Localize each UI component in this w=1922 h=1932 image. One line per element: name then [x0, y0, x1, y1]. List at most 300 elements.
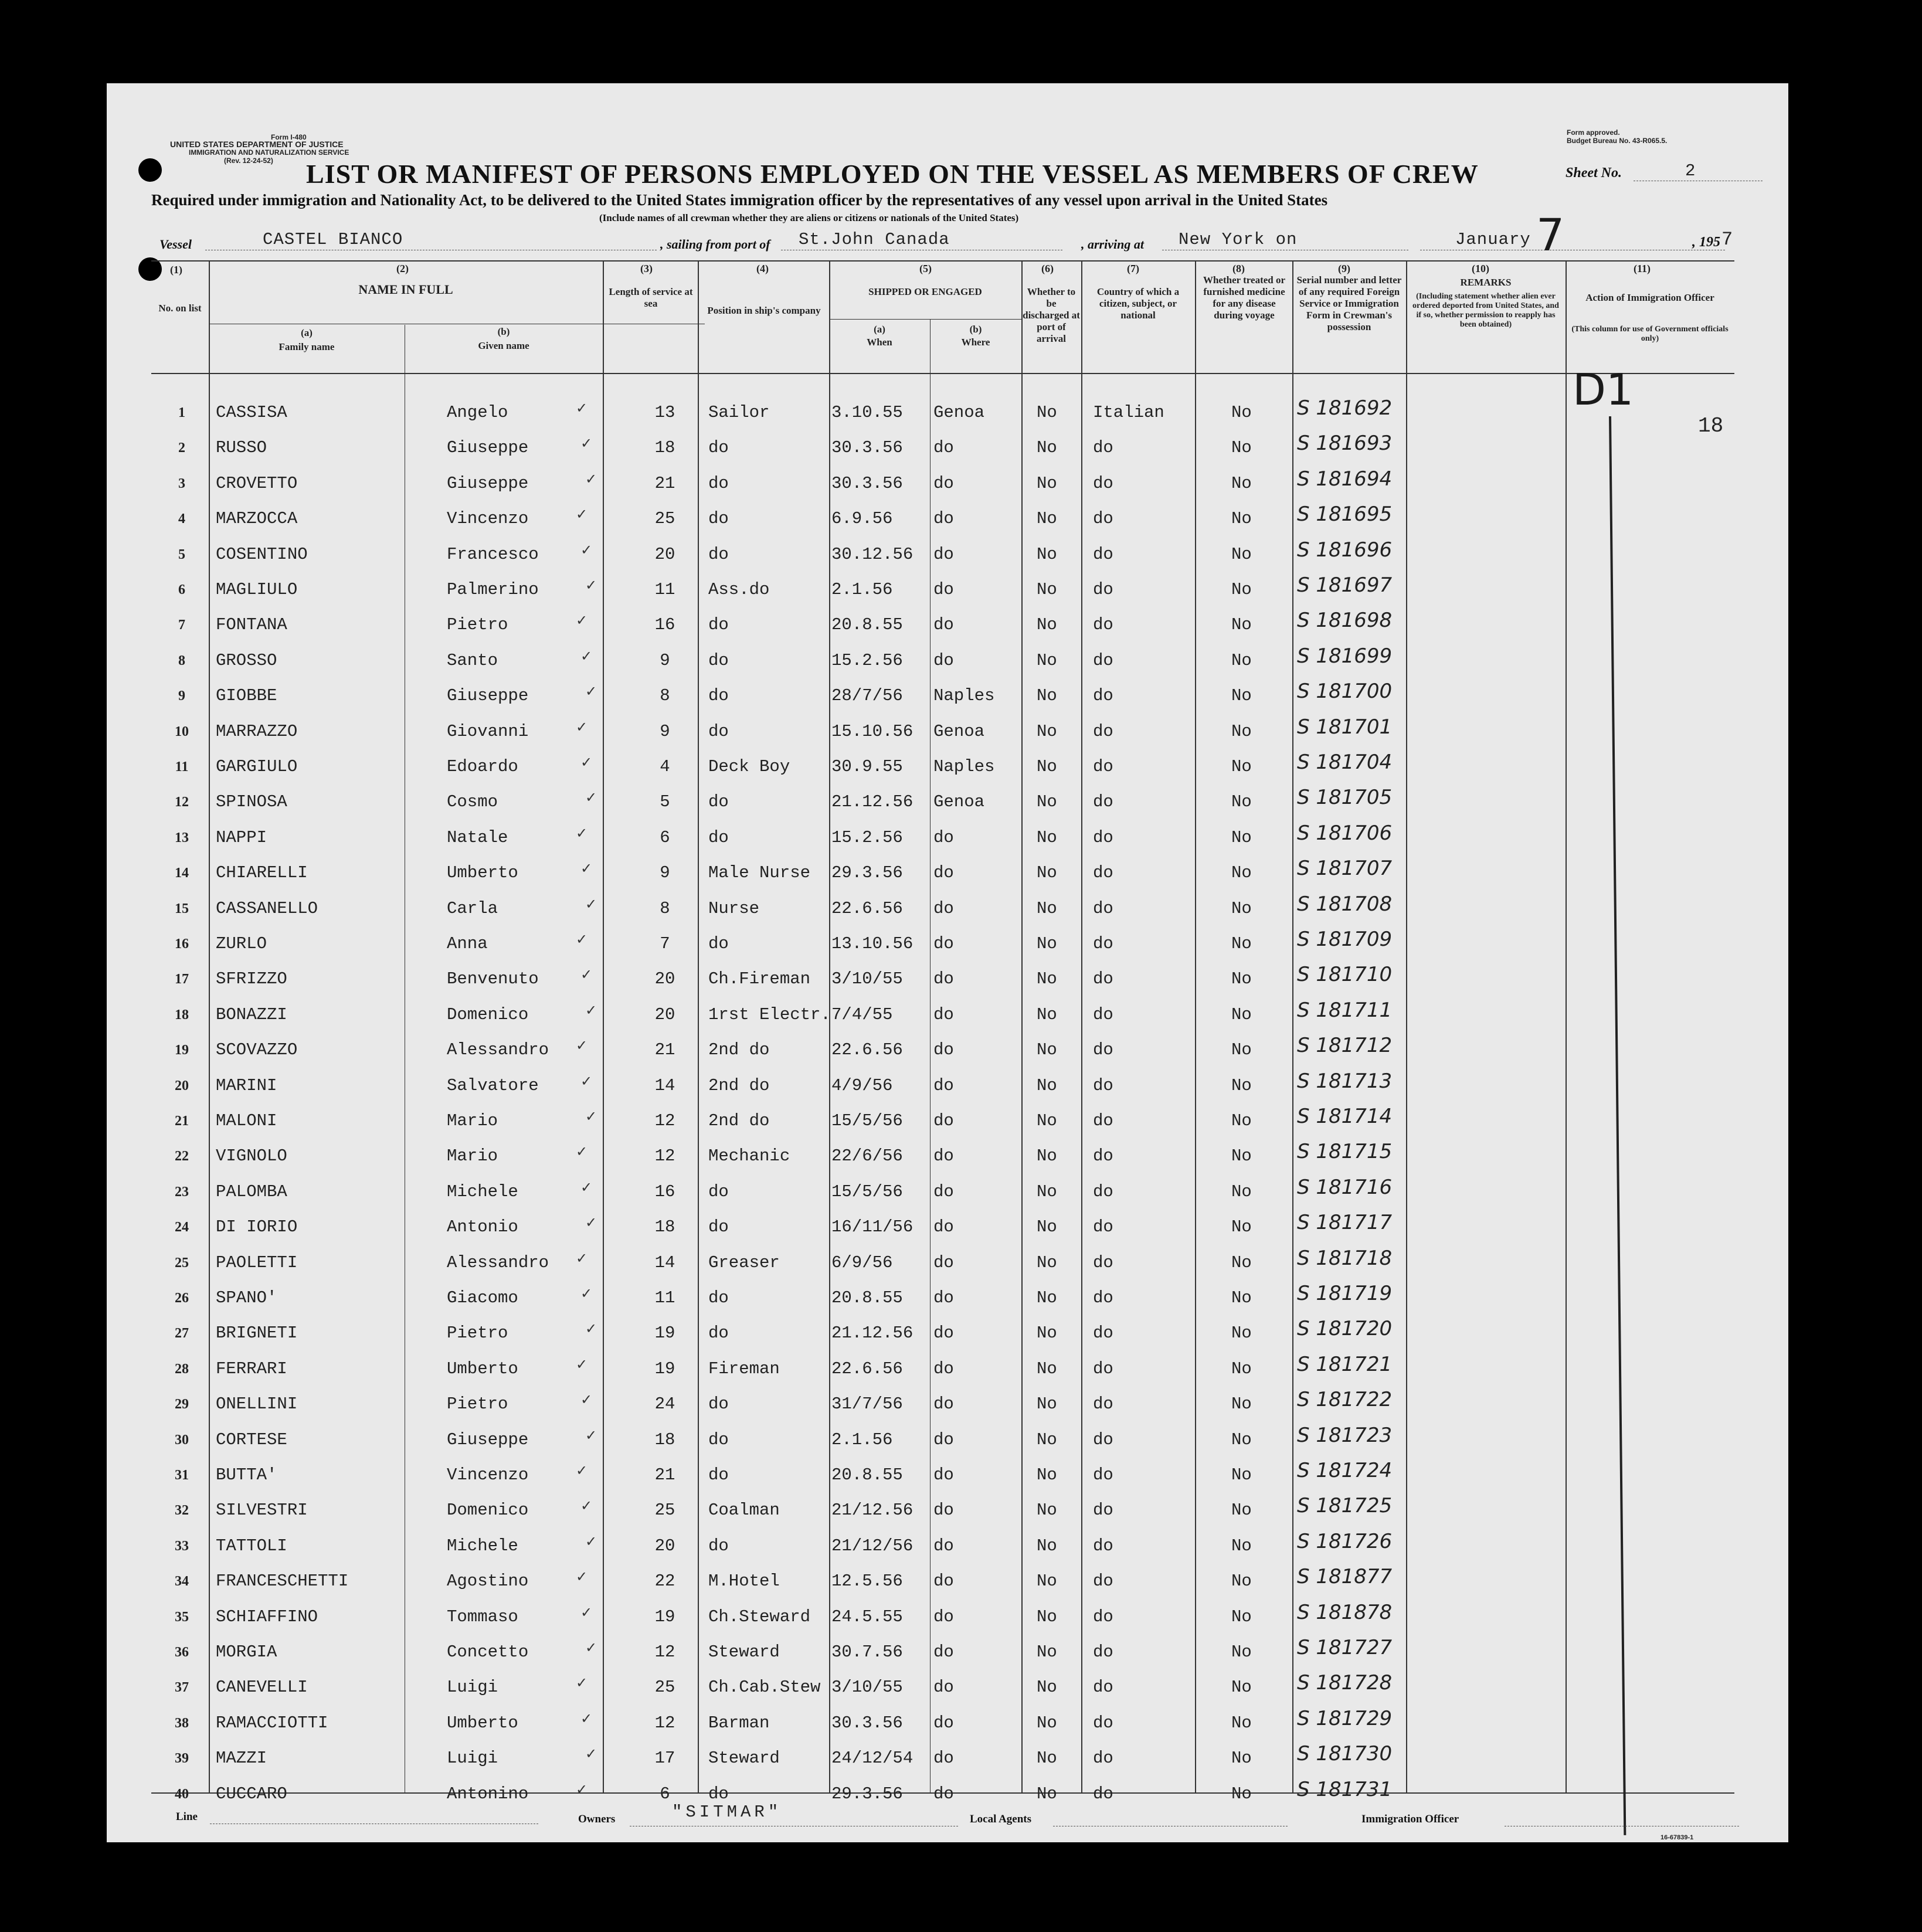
discharged: No [1037, 615, 1057, 635]
family-name: SPINOSA [216, 792, 287, 812]
given-name: Benvenuto [447, 969, 539, 989]
shipped-when: 15/5/56 [831, 1181, 903, 1201]
table-row [107, 1672, 1788, 1707]
year-suffix: 7 [1721, 229, 1734, 250]
position: do [708, 934, 729, 953]
table-row [107, 717, 1788, 752]
country: do [1093, 1359, 1113, 1378]
medicine: No [1231, 650, 1252, 670]
table-row [107, 1495, 1788, 1530]
check-mark: ✓ [585, 1639, 597, 1656]
length-of-service: 7 [660, 934, 670, 953]
position: Mechanic [708, 1146, 790, 1166]
position: do [708, 615, 729, 635]
row-number: 19 [175, 1043, 189, 1058]
row-number: 16 [175, 936, 189, 952]
row-number: 9 [178, 688, 185, 704]
position: 2nd do [708, 1111, 770, 1130]
length-of-service: 4 [660, 757, 670, 776]
medicine: No [1231, 1465, 1252, 1485]
row-number: 30 [175, 1432, 189, 1448]
sheet-no-value: 2 [1685, 161, 1696, 181]
shipped-subheader-line [829, 319, 1021, 320]
check-mark: ✓ [585, 1427, 597, 1444]
table-row [107, 433, 1788, 468]
table-row [107, 1637, 1788, 1672]
given-name: Cosmo [447, 792, 498, 812]
length-of-service: 18 [654, 438, 675, 458]
line-label: Line [176, 1811, 198, 1823]
check-mark: ✓ [580, 1391, 593, 1408]
col-header-remarks: REMARKS [1460, 277, 1512, 288]
medicine: No [1231, 1323, 1252, 1343]
length-of-service: 20 [654, 1004, 675, 1024]
shipped-when: 2.1.56 [831, 580, 893, 599]
check-mark: ✓ [580, 647, 593, 664]
serial-number: S 181708 [1297, 892, 1393, 916]
discharged: No [1037, 792, 1057, 812]
position: do [708, 509, 729, 529]
given-name: Domenico [447, 1004, 529, 1024]
col-num: (1) [170, 264, 182, 276]
length-of-service: 24 [654, 1394, 675, 1414]
shipped-where: Naples [933, 686, 995, 706]
serial-number: S 181729 [1297, 1706, 1393, 1730]
given-name: Giuseppe [447, 686, 529, 706]
shipped-where: do [933, 1288, 954, 1308]
family-name: SILVESTRI [216, 1500, 308, 1520]
medicine: No [1231, 1394, 1252, 1414]
family-name: PALOMBA [216, 1181, 287, 1201]
family-name: VIGNOLO [216, 1146, 287, 1166]
col-header-discharged: Whether to be discharged at port of arrival [1023, 286, 1080, 344]
check-mark: ✓ [576, 931, 588, 948]
serial-number: S 181725 [1297, 1494, 1393, 1518]
row-number: 18 [175, 1007, 189, 1023]
length-of-service: 20 [654, 969, 675, 989]
country: do [1093, 650, 1113, 670]
discharged: No [1037, 1678, 1057, 1697]
required-under: Required under immigration and Nationality Act, to be delivered to the United States immigration officer by the representatives of any vessel upon arrival in the United States [151, 191, 1328, 209]
row-number: 32 [175, 1503, 189, 1519]
table-row [107, 1248, 1788, 1283]
serial-number: S 181705 [1297, 786, 1393, 810]
row-number: 17 [175, 972, 189, 987]
discharged: No [1037, 1359, 1057, 1378]
discharged: No [1037, 1111, 1057, 1130]
serial-number: S 181713 [1297, 1069, 1393, 1093]
page-title: LIST OR MANIFEST OF PERSONS EMPLOYED ON THE VESSEL AS MEMBERS OF CREW [306, 159, 1479, 189]
shipped-when: 4/9/56 [831, 1075, 893, 1095]
row-number: 14 [175, 865, 189, 881]
length-of-service: 9 [660, 721, 670, 741]
position: do [708, 1217, 729, 1237]
row-number: 7 [178, 617, 185, 633]
check-mark: ✓ [585, 895, 597, 912]
shipped-when: 21/12.56 [831, 1500, 914, 1520]
country: do [1093, 1536, 1113, 1556]
country: do [1093, 1111, 1113, 1130]
shipped-where: do [933, 1571, 954, 1591]
length-of-service: 5 [660, 792, 670, 812]
length-of-service: 8 [660, 686, 670, 706]
given-name: Pietro [447, 615, 508, 635]
medicine: No [1231, 1713, 1252, 1733]
given-name: Umberto [447, 1359, 518, 1378]
medicine: No [1231, 1500, 1252, 1520]
length-of-service: 18 [654, 1217, 675, 1237]
header-bottom-border [151, 373, 1734, 374]
check-mark: ✓ [580, 1710, 593, 1727]
shipped-where: do [933, 1252, 954, 1272]
table-row [107, 787, 1788, 822]
row-number: 37 [175, 1680, 189, 1696]
family-name: FRANCESCHETTI [216, 1571, 349, 1591]
country: do [1093, 1500, 1113, 1520]
discharged: No [1037, 1146, 1057, 1166]
shipped-where: do [933, 650, 954, 670]
given-name: Domenico [447, 1500, 529, 1520]
shipped-where: do [933, 1465, 954, 1485]
shipped-where: do [933, 1075, 954, 1095]
check-mark: ✓ [585, 1108, 597, 1125]
discharged: No [1037, 1748, 1057, 1768]
table-row [107, 539, 1788, 575]
country: do [1093, 438, 1113, 458]
table-top-border [151, 260, 1734, 262]
position: do [708, 792, 729, 812]
check-mark: ✓ [580, 1072, 593, 1089]
immigration-officer-label: Immigration Officer [1361, 1813, 1459, 1825]
table-row [107, 1425, 1788, 1460]
given-name: Antonio [447, 1217, 518, 1237]
check-mark: ✓ [580, 1179, 593, 1196]
medicine: No [1231, 1181, 1252, 1201]
shipped-where: do [933, 1713, 954, 1733]
shipped-where: Genoa [933, 403, 985, 422]
col-header-when-label: When [867, 337, 892, 348]
row-number: 10 [175, 724, 189, 739]
shipped-where: do [933, 1323, 954, 1343]
family-name: BUTTA' [216, 1465, 277, 1485]
shipped-where: do [933, 1784, 954, 1804]
row-number: 35 [175, 1609, 189, 1625]
family-name: CANEVELLI [216, 1678, 308, 1697]
owners-value: "SITMAR" [672, 1802, 782, 1822]
given-name: Tommaso [447, 1607, 518, 1627]
serial-number: S 181726 [1297, 1529, 1393, 1553]
serial-number: S 181718 [1297, 1246, 1393, 1270]
medicine: No [1231, 1784, 1252, 1804]
medicine: No [1231, 1642, 1252, 1662]
serial-number: S 181720 [1297, 1317, 1393, 1341]
revision: (Rev. 12-24-52) [224, 157, 273, 165]
medicine: No [1231, 827, 1252, 847]
discharged: No [1037, 1465, 1057, 1485]
shipped-when: 6/9/56 [831, 1252, 893, 1272]
col-num: (10) [1472, 263, 1489, 274]
row-number: 12 [175, 794, 189, 810]
serial-number: S 181701 [1297, 715, 1393, 739]
serial-number: S 181696 [1297, 538, 1393, 562]
serial-number: S 181698 [1297, 609, 1393, 633]
table-row [107, 468, 1788, 504]
shipped-when: 24.5.55 [831, 1607, 903, 1627]
country: do [1093, 898, 1113, 918]
serial-number: S 181727 [1297, 1636, 1393, 1659]
family-name: ZURLO [216, 934, 267, 953]
discharged: No [1037, 1713, 1057, 1733]
table-row [107, 1389, 1788, 1424]
row-number: 33 [175, 1538, 189, 1554]
row-number: 36 [175, 1645, 189, 1660]
form-approved: Form approved. [1567, 128, 1620, 137]
check-mark: ✓ [576, 1356, 588, 1373]
country: do [1093, 1465, 1113, 1485]
check-mark: ✓ [585, 1001, 597, 1018]
local-agents-label: Local Agents [970, 1813, 1032, 1825]
position: Fireman [708, 1359, 780, 1378]
position: Ass.do [708, 580, 770, 599]
row-number: 8 [178, 653, 185, 668]
given-name: Giuseppe [447, 438, 529, 458]
col-header-shipped-or-engaged: SHIPPED OR ENGAGED [868, 286, 982, 297]
year-prefix: , 195 [1692, 235, 1720, 250]
check-mark: ✓ [585, 789, 597, 806]
position: do [708, 1394, 729, 1414]
family-name: BRIGNETI [216, 1323, 298, 1343]
table-row [107, 681, 1788, 716]
col-header-when: (a) [874, 324, 885, 335]
country: do [1093, 580, 1113, 599]
discharged: No [1037, 1004, 1057, 1024]
serial-number: S 181699 [1297, 644, 1393, 668]
serial-number: S 181706 [1297, 821, 1393, 845]
length-of-service: 6 [660, 1784, 670, 1804]
col-header-no-on-list: No. on list [158, 303, 202, 314]
family-name: SPANO' [216, 1288, 277, 1308]
shipped-where: Genoa [933, 721, 985, 741]
col-num: (5) [919, 263, 932, 274]
serial-number: S 181731 [1297, 1777, 1393, 1801]
shipped-where: do [933, 438, 954, 458]
serial-number: S 181711 [1297, 998, 1393, 1022]
length-of-service: 25 [654, 1678, 675, 1697]
given-name: Michele [447, 1536, 518, 1556]
discharged: No [1037, 1784, 1057, 1804]
shipped-where: do [933, 1040, 954, 1060]
country: do [1093, 1394, 1113, 1414]
row-number: 28 [175, 1361, 189, 1377]
serial-number: S 181723 [1297, 1423, 1393, 1447]
discharged: No [1037, 934, 1057, 953]
discharged: No [1037, 1394, 1057, 1414]
col-header-medicine: Whether treated or furnished medicine for any disease during voyage [1203, 274, 1286, 321]
position: do [708, 686, 729, 706]
position: 2nd do [708, 1075, 770, 1095]
shipped-when: 22.6.56 [831, 1040, 903, 1060]
col-header-given-name: (b) [497, 326, 510, 337]
length-of-service: 21 [654, 1465, 675, 1485]
country: do [1093, 1181, 1113, 1201]
shipped-where: do [933, 509, 954, 529]
country: do [1093, 969, 1113, 989]
country: do [1093, 1678, 1113, 1697]
position: do [708, 438, 729, 458]
table-row [107, 1708, 1788, 1743]
row-number: 24 [175, 1220, 189, 1235]
position: do [708, 650, 729, 670]
shipped-when: 29.3.56 [831, 863, 903, 883]
check-mark: ✓ [585, 577, 597, 593]
medicine: No [1231, 1252, 1252, 1272]
table-row [107, 1460, 1788, 1495]
shipped-when: 6.9.56 [831, 509, 893, 529]
shipped-when: 16/11/56 [831, 1217, 914, 1237]
length-of-service: 20 [654, 544, 675, 564]
serial-number: S 181712 [1297, 1034, 1393, 1058]
discharged: No [1037, 898, 1057, 918]
length-of-service: 9 [660, 650, 670, 670]
shipped-where: do [933, 615, 954, 635]
length-of-service: 12 [654, 1642, 675, 1662]
serial-number: S 181719 [1297, 1282, 1393, 1305]
country: do [1093, 1323, 1113, 1343]
discharged: No [1037, 1642, 1057, 1662]
check-mark: ✓ [576, 1568, 588, 1585]
serial-number: S 181697 [1297, 573, 1393, 597]
medicine: No [1231, 969, 1252, 989]
check-mark: ✓ [576, 718, 588, 735]
length-of-service: 8 [660, 898, 670, 918]
position: Male Nurse [708, 863, 811, 883]
family-name: CASSANELLO [216, 898, 318, 918]
family-name: RAMACCIOTTI [216, 1713, 328, 1733]
family-name: DI IORIO [216, 1217, 298, 1237]
discharged: No [1037, 757, 1057, 776]
shipped-when: 21.12.56 [831, 792, 914, 812]
check-mark: ✓ [585, 1746, 597, 1763]
shipped-where: do [933, 898, 954, 918]
given-name: Umberto [447, 863, 518, 883]
discharged: No [1037, 1217, 1057, 1237]
family-name: SCOVAZZO [216, 1040, 298, 1060]
table-row [107, 646, 1788, 681]
shipped-where: do [933, 1394, 954, 1414]
table-row [107, 894, 1788, 929]
medicine: No [1231, 1678, 1252, 1697]
medicine: No [1231, 544, 1252, 564]
discharged: No [1037, 1252, 1057, 1272]
family-name: FERRARI [216, 1359, 287, 1378]
country: do [1093, 686, 1113, 706]
shipped-where: Genoa [933, 792, 985, 812]
table-row [107, 1531, 1788, 1566]
length-of-service: 25 [654, 509, 675, 529]
serial-number: S 181730 [1297, 1742, 1393, 1766]
length-of-service: 12 [654, 1111, 675, 1130]
col-num: (11) [1634, 263, 1651, 274]
shipped-when: 3/10/55 [831, 1678, 903, 1697]
table-row [107, 1035, 1788, 1070]
length-of-service: 20 [654, 1536, 675, 1556]
country: do [1093, 1146, 1113, 1166]
check-mark: ✓ [580, 1285, 593, 1302]
position: Ch.Steward [708, 1607, 811, 1627]
given-name: Mario [447, 1146, 498, 1166]
port-from: St.John Canada [799, 230, 950, 249]
medicine: No [1231, 934, 1252, 953]
country: do [1093, 1075, 1113, 1095]
family-name: ONELLINI [216, 1394, 298, 1414]
arriving-port: New York on [1179, 230, 1298, 249]
check-mark: ✓ [576, 1143, 588, 1160]
medicine: No [1231, 1288, 1252, 1308]
shipped-where: do [933, 1004, 954, 1024]
shipped-when: 22.6.56 [831, 898, 903, 918]
serial-number: S 181728 [1297, 1671, 1393, 1695]
serial-number: S 181692 [1297, 396, 1393, 420]
medicine: No [1231, 1571, 1252, 1591]
discharged: No [1037, 1536, 1057, 1556]
country: do [1093, 721, 1113, 741]
discharged: No [1037, 827, 1057, 847]
position: Barman [708, 1713, 770, 1733]
shipped-where: do [933, 473, 954, 493]
family-name: SCHIAFFINO [216, 1607, 318, 1627]
given-name: Antonino [447, 1784, 529, 1804]
medicine: No [1231, 1607, 1252, 1627]
table-row [107, 1212, 1788, 1247]
position: do [708, 1784, 729, 1804]
position: Ch.Cab.Stew [708, 1678, 821, 1697]
discharged: No [1037, 544, 1057, 564]
shipped-when: 20.8.55 [831, 615, 903, 635]
given-name: Giuseppe [447, 473, 529, 493]
shipped-where: do [933, 1607, 954, 1627]
discharged: No [1037, 969, 1057, 989]
col-header-position: Position in ship's company [707, 305, 821, 316]
budget-bureau: Budget Bureau No. 43-R065.5. [1567, 137, 1668, 145]
length-of-service: 25 [654, 1500, 675, 1520]
country: do [1093, 1713, 1113, 1733]
discharged: No [1037, 580, 1057, 599]
shipped-when: 12.5.56 [831, 1571, 903, 1591]
length-of-service: 19 [654, 1607, 675, 1627]
row-number: 40 [175, 1786, 189, 1802]
table-row [107, 1106, 1788, 1141]
given-name: Anna [447, 934, 488, 953]
shipped-where: Naples [933, 757, 995, 776]
given-name: Carla [447, 898, 498, 918]
shipped-when: 13.10.56 [831, 934, 914, 953]
row-number: 26 [175, 1291, 189, 1306]
shipped-where: do [933, 1181, 954, 1201]
medicine: No [1231, 792, 1252, 812]
position: Sailor [708, 403, 770, 422]
serial-number: S 181714 [1297, 1105, 1393, 1128]
shipped-where: do [933, 1748, 954, 1768]
country: do [1093, 544, 1113, 564]
shipped-when: 21/12/56 [831, 1536, 914, 1556]
discharged: No [1037, 403, 1057, 422]
country: do [1093, 863, 1113, 883]
shipped-when: 30.12.56 [831, 544, 914, 564]
row-number: 2 [178, 440, 185, 456]
sailing-label: , sailing from port of [660, 237, 770, 252]
arrival-month: January [1455, 230, 1531, 249]
serial-number: S 181722 [1297, 1388, 1393, 1412]
